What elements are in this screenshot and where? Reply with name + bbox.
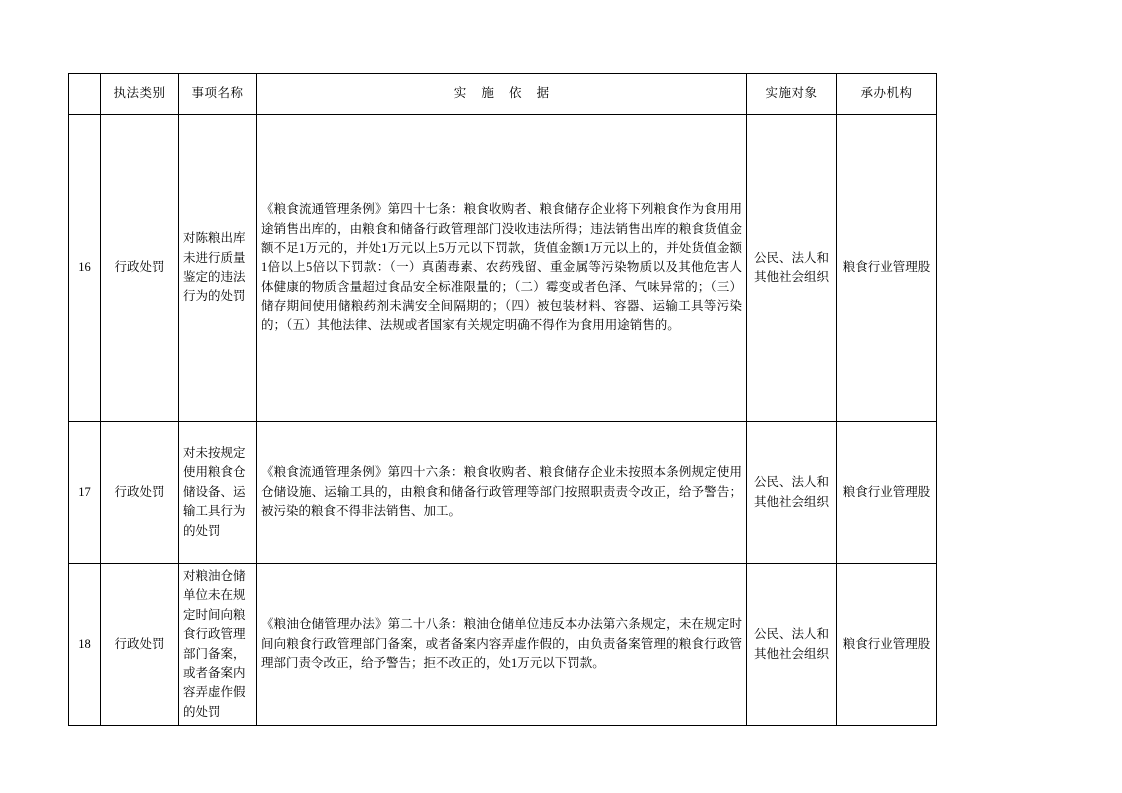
header-cell-type: 执法类别 bbox=[101, 74, 179, 115]
table-body bbox=[69, 115, 937, 726]
table-container bbox=[68, 73, 936, 726]
header-cell-object: 实施对象 bbox=[747, 74, 837, 115]
table-row bbox=[69, 115, 937, 422]
row-enforcement-type: 行政处罚 bbox=[101, 422, 179, 564]
row-item-name: 对未按规定使用粮食仓储设备、运输工具行为的处罚 bbox=[179, 422, 257, 564]
row-legal-basis: 《粮食流通管理条例》第四十七条：粮食收购者、粮食储存企业将下列粮食作为食用用途销售出库的，由粮食和储备行政管理部门没收违法所得；违法销售出库的粮食货值金额不足1万元的，并处1万元以上5万元以下罚款，货值金额1万元以上的，并处货值金额1倍以上5倍以下罚款：（一）真菌毒素、农药残留、重金属等污染物质以及其他危害人体健康的物质含量超过食品安全标准限量的；（二）霉变或者色泽、气味异常的；（三）储存期间使用储粮药剂未满安全间隔期的；（四）被包装材料、容器、运输工具等污染的；（五）其他法律、法规或者国家有关规定明确不得作为食用用途销售的。 bbox=[257, 115, 747, 422]
row-item-name: 对陈粮出库未进行质量鉴定的违法行为的处罚 bbox=[179, 115, 257, 422]
header-row bbox=[69, 74, 937, 115]
row-legal-basis: 《粮食流通管理条例》第四十六条：粮食收购者、粮食储存企业未按照本条例规定使用仓储设施、运输工具的，由粮食和储备行政管理等部门按照职责责令改正，给予警告；被污染的粮食不得非法销售、加工。 bbox=[257, 422, 747, 564]
row-object: 公民、法人和其他社会组织 bbox=[747, 115, 837, 422]
row-number: 18 bbox=[69, 564, 101, 726]
header-cell-name: 事项名称 bbox=[179, 74, 257, 115]
header-cell-organization: 承办机构 bbox=[837, 74, 937, 115]
table-row bbox=[69, 422, 937, 564]
row-organization: 粮食行业管理股 bbox=[837, 564, 937, 726]
row-enforcement-type: 行政处罚 bbox=[101, 115, 179, 422]
row-organization: 粮食行业管理股 bbox=[837, 422, 937, 564]
row-organization: 粮食行业管理股 bbox=[837, 115, 937, 422]
enforcement-items-table bbox=[68, 73, 937, 726]
header-cell-index bbox=[69, 74, 101, 115]
row-number: 16 bbox=[69, 115, 101, 422]
header-cell-basis: 实 施 依 据 bbox=[257, 74, 747, 115]
row-number: 17 bbox=[69, 422, 101, 564]
row-object: 公民、法人和其他社会组织 bbox=[747, 422, 837, 564]
table-header bbox=[69, 74, 937, 115]
row-object: 公民、法人和其他社会组织 bbox=[747, 564, 837, 726]
row-legal-basis: 《粮油仓储管理办法》第二十八条：粮油仓储单位违反本办法第六条规定，未在规定时间向粮食行政管理部门备案，或者备案内容弄虚作假的，由负责备案管理的粮食行政管理部门责令改正，给予警告；拒不改正的，处1万元以下罚款。 bbox=[257, 564, 747, 726]
row-item-name: 对粮油仓储单位未在规定时间向粮食行政管理部门备案，或者备案内容弄虚作假的处罚 bbox=[179, 564, 257, 726]
table-row bbox=[69, 564, 937, 726]
row-enforcement-type: 行政处罚 bbox=[101, 564, 179, 726]
